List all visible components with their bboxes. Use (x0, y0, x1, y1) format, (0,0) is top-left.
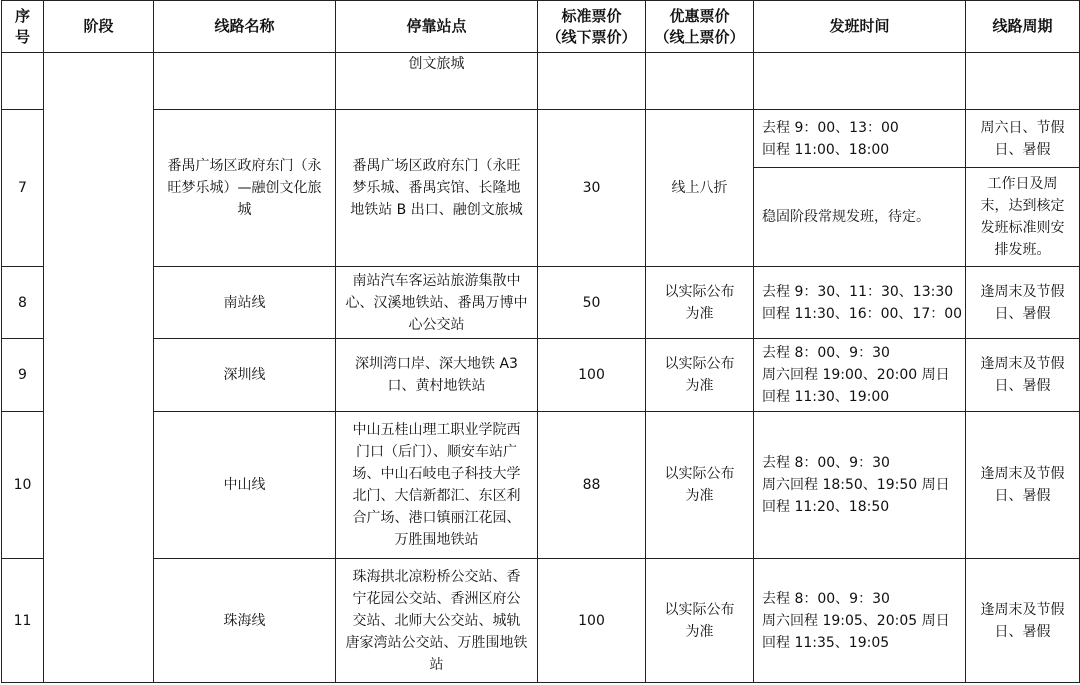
cell-std-price: 100 (538, 339, 646, 412)
cell-times: 去程 8：00、9：30 周六回程 18:50、19:50 周日 回程 11:20、18:50 (754, 412, 966, 559)
cell-std-price: 100 (538, 559, 646, 683)
cell-stops: 创文旅城 (336, 53, 538, 110)
cell-disc-price: 线上八折 (646, 110, 754, 267)
cell-period: 工作日及周 末，达到核定 发班标准则安 排发班。 (966, 168, 1080, 267)
cell-route: 南站线 (154, 267, 336, 339)
cell-stops: 南站汽车客运站旅游集散中 心、汉溪地铁站、番禺万博中 心公交站 (336, 267, 538, 339)
cell-times: 去程 8：00、9：30 周六回程 19:05、20:05 周日 回程 11:35、19:05 (754, 559, 966, 683)
cell-disc-price (646, 53, 754, 110)
cell-std-price: 88 (538, 412, 646, 559)
header-times: 发班时间 (754, 1, 966, 53)
cell-route: 深圳线 (154, 339, 336, 412)
cell-std-price (538, 53, 646, 110)
header-seq: 序 号 (2, 1, 44, 53)
cell-seq: 9 (2, 339, 44, 412)
cell-period (966, 53, 1080, 110)
cell-seq: 10 (2, 412, 44, 559)
cell-seq (2, 53, 44, 110)
cell-period: 逢周末及节假 日、暑假 (966, 559, 1080, 683)
cell-period: 逢周末及节假 日、暑假 (966, 339, 1080, 412)
cell-times: 去程 9：30、11：30、13:30 回程 11:30、16：00、17：00 (754, 267, 966, 339)
cell-times: 稳固阶段常规发班，待定。 (754, 168, 966, 267)
cell-times: 去程 9：00、13：00 回程 11:00、18:00 (754, 110, 966, 168)
cell-disc-price: 以实际公布 为准 (646, 412, 754, 559)
cell-seq: 8 (2, 267, 44, 339)
table-row (2, 559, 1080, 683)
cell-stops: 深圳湾口岸、深大地铁 A3 口、黄村地铁站 (336, 339, 538, 412)
cell-disc-price: 以实际公布 为准 (646, 339, 754, 412)
cell-period: 逢周末及节假 日、暑假 (966, 267, 1080, 339)
table-row (2, 53, 1080, 110)
header-std-price: 标准票价 （线下票价） (538, 1, 646, 53)
header-stops: 停靠站点 (336, 1, 538, 53)
header-period: 线路周期 (966, 1, 1080, 53)
cell-stops: 珠海拱北凉粉桥公交站、香 宁花园公交站、香洲区府公 交站、北师大公交站、城轨 唐家湾站公交站、万胜围地铁 站 (336, 559, 538, 683)
cell-route (154, 53, 336, 110)
cell-stops: 中山五桂山理工职业学院西 门口（后门）、顺安车站广 场、中山石岐电子科技大学 北门、大信新都汇、东区利 合广场、港口镇丽江花园、 万胜围地铁站 (336, 412, 538, 559)
cell-route: 珠海线 (154, 559, 336, 683)
bus-route-table (1, 0, 1080, 683)
table-row (2, 267, 1080, 339)
cell-seq: 11 (2, 559, 44, 683)
cell-period: 周六日、节假 日、暑假 (966, 110, 1080, 168)
cell-times (754, 53, 966, 110)
cell-stage (44, 53, 154, 683)
table-row (2, 339, 1080, 412)
cell-seq: 7 (2, 110, 44, 267)
cell-disc-price: 以实际公布 为准 (646, 267, 754, 339)
table-row (2, 412, 1080, 559)
cell-times: 去程 8：00、9：30 周六回程 19:00、20:00 周日 回程 11:30、19:00 (754, 339, 966, 412)
header-row (2, 1, 1080, 53)
header-disc-price: 优惠票价 （线上票价） (646, 1, 754, 53)
cell-route: 番禺广场区政府东门（永 旺梦乐城）—融创文化旅 城 (154, 110, 336, 267)
cell-route: 中山线 (154, 412, 336, 559)
cell-std-price: 50 (538, 267, 646, 339)
cell-disc-price: 以实际公布 为准 (646, 559, 754, 683)
table-row (2, 110, 1080, 168)
cell-period: 逢周末及节假 日、暑假 (966, 412, 1080, 559)
header-stage: 阶段 (44, 1, 154, 53)
header-route: 线路名称 (154, 1, 336, 53)
cell-std-price: 30 (538, 110, 646, 267)
cell-stops: 番禺广场区政府东门（永旺 梦乐城、番禺宾馆、长隆地 地铁站 B 出口、融创文旅城 (336, 110, 538, 267)
